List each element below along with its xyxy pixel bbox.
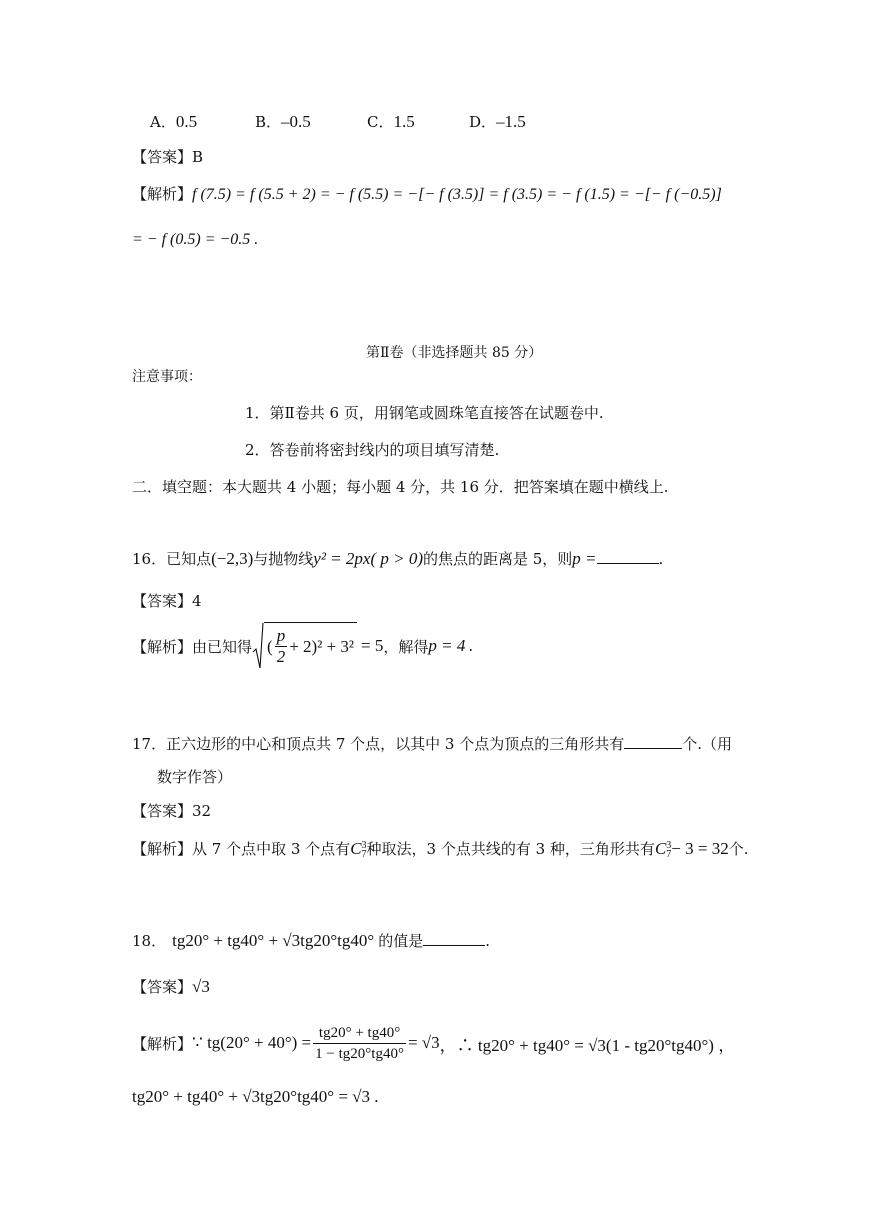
q16-point: (−2,3) [211, 549, 254, 568]
q18-answer-blank [423, 931, 485, 946]
q17-combination-2: C 3 7 [654, 839, 672, 861]
answer-value: 32 [192, 802, 212, 820]
q16-explain-result: p = 4 [428, 636, 466, 655]
q17-explain-mid: 种取法，3 个点共线的有 3 种，三角形共有 [366, 840, 655, 858]
q15-answer [132, 146, 203, 167]
q16-sqrt: ( $\frac{p}{2}$ + 2)² + 3² [252, 622, 357, 670]
q16-frac-num: p [276, 626, 286, 645]
q17-explain-result: − 3 = 32 [671, 839, 729, 858]
q17-answer-blank [624, 734, 682, 749]
radical-sign-icon [252, 622, 264, 670]
q17-explain-end: 个. [728, 840, 749, 858]
q18-fraction [313, 1023, 406, 1064]
q18-because: ∵ tg(20° + 40°) = [192, 1033, 312, 1052]
q16-parabola: y² = 2px( p > 0) [313, 549, 423, 568]
choice-a-letter: A． [150, 113, 176, 131]
q17-combination: C 3 7 [350, 839, 367, 861]
q16-p-eq: p = [572, 549, 597, 568]
answer-value: 4 [192, 592, 202, 610]
q18-number: 18． [132, 932, 167, 950]
q16-stem-mid2: 的焦点的距离是 5，则 [422, 550, 573, 568]
q18-answer [132, 976, 210, 997]
note-2: 2．答卷前将密封线内的项目填写清楚. [245, 441, 500, 459]
q16-explain-mid: ，解得 [383, 637, 429, 656]
q18-period: . [485, 932, 490, 950]
q17-explanation [132, 838, 749, 859]
q16-explain-end: . [468, 637, 474, 655]
q17-explain-pre: 从 7 个点中取 3 个点有 [192, 840, 351, 858]
answer-tag: 【答案】 [132, 978, 193, 996]
q16-stem [132, 548, 663, 569]
answer-value: B [192, 148, 204, 166]
choice-b-value: –0.5 [281, 112, 311, 131]
answer-tag: 【答案】 [132, 592, 193, 610]
q18-frac-den: 1 − tg20°tg40° [315, 1045, 404, 1062]
q16-answer-blank [597, 549, 659, 564]
explain-tag: 【解析】 [132, 185, 193, 203]
q17-stem-end: 个.（用 [682, 735, 733, 753]
choice-b [255, 111, 311, 132]
choice-b-letter: B． [255, 113, 282, 131]
q18-final: tg20° + tg40° + √3tg20°tg40° = √3 . [132, 1087, 379, 1106]
q18-stem [132, 930, 490, 951]
q16-explain-pre: 由已知得 [192, 637, 253, 656]
explain-tag: 【解析】 [132, 1034, 193, 1053]
q15-explanation-line1 [132, 183, 722, 204]
q18-eq-root3: = √3 [407, 1033, 440, 1052]
q16-stem-mid1: 与抛物线 [253, 550, 314, 568]
q16-answer [132, 590, 202, 611]
choice-a-value: 0.5 [175, 112, 198, 131]
answer-tag: 【答案】 [132, 148, 193, 166]
answer-value: √3 [192, 977, 210, 996]
q17-answer [132, 800, 211, 821]
explain-tag: 【解析】 [132, 840, 193, 858]
note-1: 1．第Ⅱ卷共 6 页，用钢笔或圆珠笔直接答在试题卷中. [245, 404, 604, 422]
q17-stem-line2: 数字作答） [157, 768, 233, 786]
choice-d-value: –1.5 [496, 112, 526, 131]
q17-stem-text: 17．正六边形的中心和顶点共 7 个点，以其中 3 个点为顶点的三角形共有 [132, 735, 625, 753]
explain-formula: f (7.5) = f (5.5 + 2) = − f (5.5) = −[− f (3.5)] = f (3.5) = − f (1.5) = −[− f (−0.5)] [192, 186, 722, 203]
q16-explanation [132, 622, 473, 670]
q18-frac-num: tg20° + tg40° [313, 1023, 406, 1044]
q16-stem-pre: 16．已知点 [132, 550, 212, 568]
answer-tag: 【答案】 [132, 802, 193, 820]
q18-explanation [132, 1020, 735, 1066]
choice-d-letter: D． [469, 113, 497, 131]
explain-tag: 【解析】 [132, 637, 193, 656]
q18-expression: tg20° + tg40° + √3tg20°tg40° [172, 931, 375, 950]
q18-stem-end: 的值是 [378, 932, 424, 950]
fill-in-section-heading: 二．填空题：本大题共 4 小题；每小题 4 分，共 16 分．把答案填在题中横线上. [132, 478, 669, 496]
q16-frac-den: 2 [276, 647, 286, 666]
choice-c-value: 1.5 [393, 112, 415, 131]
q16-root-result: = 5 [360, 636, 384, 655]
q15-explanation-line2: = − f (0.5) = −0.5 . [132, 231, 259, 248]
q17-stem-line1 [132, 733, 732, 754]
notes-title: 注意事项： [132, 369, 202, 385]
choice-a [150, 111, 197, 132]
choice-c [367, 111, 415, 132]
choice-d [469, 111, 526, 132]
q18-therefore: ，∴ tg20° + tg40° = √3(1 - tg20°tg40°) ， [439, 1035, 736, 1055]
q16-root-tail: + 2)² + 3² [289, 636, 354, 656]
section-title: 第Ⅱ卷（非选择题共 85 分） [366, 345, 543, 361]
q16-stem-end: . [658, 550, 664, 568]
choice-c-letter: C． [367, 113, 394, 131]
